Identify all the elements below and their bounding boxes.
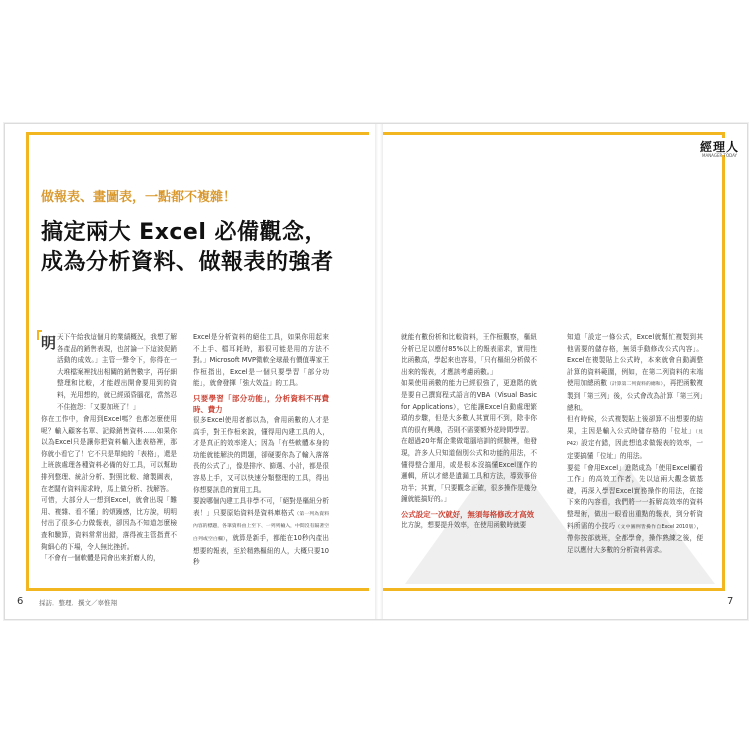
col4-paragraph-1: 知道「設定一條公式，Excel就幫忙複製到其他需要的儲存格，無須手動修改公式內容」。Excel在複製貼上公式時，本來就會自動調整計算的資料範圍，例如，在第二列資料的末端使用加總函數 [567,333,703,388]
col4-paragraph-3-wrap [567,463,703,557]
col3-paragraph-1: 就能有數份析和比較資料，王作桓觀察，樞紐分析已足以應付85%以上的報表需求，實用性比函數高，學起來也容易，「只有樞紐分析做不出來的報表，才應該考慮函數。」 [401,333,537,376]
page-number-right: 7 [727,596,734,607]
col2-note: （第一列為資料內容的標題，各筆資料由上至下、一列列輸入，中間沒有隔著空白列或空白欄） [193,511,329,542]
col3-paragraph-3: 在超過20年幫企業做電腦培訓的經驗裡，他發現，許多人只知道個別公式和功能的用法，不懂得整合運用，或是根本沒搞懂Excel運作的邏輯，所以才總是遺漏工具和方法，導致事倍功半；其實，「只要觀念正確，很多操作是幾分鐘就能搞好的。」 [401,437,537,504]
author-credit: 採訪．整理．撰文／辜惟翔 [39,599,117,607]
column-3 [401,332,537,532]
col4-paragraph-2b: 設定有錯，因此想追求做報表的效率，一定要搞懂「位址」的用法。 [567,439,704,460]
column-2 [193,332,329,569]
col4-paragraph-3: 要從「會用Excel」進階成為「使用Excel觸看工作」的高效工作者，先以這兩大觀念做基礎，再深入學習Excel實務操作的用法，在接下來的內容看，我們將一一拆解高效率的資料整理術，做出一眼看出重點的報表，到分析資料所需的小技巧 [567,463,703,530]
col4-paragraph-3b: ，帶你按部就班，全都學會，操作熟練之後，便足以應付大多數的分析資料需求。 [567,521,704,554]
brand-subtitle: MANAGER TODAY [702,153,737,158]
col1-paragraph-4: 「不會有一個軟體是同會出來折磨人的， [41,554,160,563]
article-title-line-1: 搞定兩大 Excel 必備觀念， [41,220,328,245]
col2-paragraph-3-wrap [193,496,329,569]
col3-paragraph-2: 如果使用函數的能力已經很強了，更進階的就是要自己撰寫程式語言的VBA（Visual Basic for Applications），它能讓Excel自動處理繁瑣的步驟，但是大多數人其實用不到，除非你真的很有興趣，否則不需要額外花時間學習。 [401,379,537,434]
col4-note-2: （見P42） [567,429,703,448]
drop-cap [41,332,55,356]
magazine-spread [4,123,748,620]
column-4 [567,332,703,556]
col4-paragraph-2: 但有時候，公式複製貼上後卻算不出想要的結果，主因是輸入公式時儲存格的「位址」 [567,415,703,435]
drop-cap-letter: 明 [41,334,57,352]
col1-paragraph-2: 你在工作中，會用到Excel嗎？也都怎麼使用呢？輸入顧客名單、記錄銷售資料……如果你以為Excel只是讓你把資料輸入進表格裡，那你就小看它了！它不只是單純的「表格」，還是上班族處理各種資料必備的好工具，可以幫助排列整理、統計分析、對照比較、繪製圖表，在老闆有資料需求時，馬上做分析、找解答。 [41,415,177,493]
col1-paragraph-1: 天下午給我這個月的業績概況，我想了解各產品的銷售表現，也討論一下這波促銷活動的成效。」主管一聲令下，你得在一大堆檔案裡找出相關的銷售數字，再仔細整理和比較，才能趕出開會要用到的資料，光用想的，就已經頭昏腦花，當然忍不住抱怨：「又要加班了！」 [57,333,177,411]
drop-cap-bracket [37,330,42,340]
column-1 [57,332,177,413]
article-kicker: 做報表、畫圖表，一點都不複雜！ [41,190,237,205]
col2-paragraph-2: 很多Excel使用者都以為，會用函數的人才是高手，對王作桓來說，懂得用內建工具的人，才是真正的效率達人；因為「有些軟體本身的功能就能解決的問題，卻硬要你為了輸入落落長的公式了」，像是排序、篩選、小計，都是很容易上手，又可以快速分類整理的工具，得出你想要訊息的實用工具。 [193,415,329,494]
col2-paragraph-1: Excel是分析資料的絕佳工具，如果你用起來不上手、檔耳耗時，那很可能是用的方法不對。」Microsoft MVP微軟全球最有價值專家王作桓指出，Excel是一個只要學習「部分功能」，就會發揮「強大效益」的工具。 [193,333,329,388]
col2-paragraph-4: ，就算是新手，都能在10秒內產出想要的報表，至於精熟樞紐的人，大概只要10秒 [193,533,330,567]
col4-paragraph-1-wrap [567,332,703,414]
page-number-left: 6 [17,596,24,607]
spine-gutter [375,124,383,619]
col4-paragraph-2-wrap [567,414,703,462]
col2-paragraph-3: 要說哪個內建工具非學不可，「絕對是樞紐分析表！」只要原始資料是資料庫格式 [193,497,329,517]
col3-paragraph-4: 比方說，想要提升效率，在使用函數時就要 [401,520,527,529]
col4-paragraph-1b: ，再把函數複製到「第三列」後，公式會改為計算「第三列」總和。 [567,379,704,412]
col2-section-heading: 只要學習「部分功能」，分析資料不再費時、費力 [193,393,329,414]
col4-note-1: （計算第二列資料的總和） [607,382,664,388]
col3-section-heading: 公式設定一次就好，無須每格修改才高效 [401,509,535,519]
brand-logo: 經理人 [700,140,740,154]
col4-note-3: （文中圖例皆操作自Excel 2010版） [615,524,697,530]
column-1-lower [41,414,177,565]
article-title-line-2: 成為分析資料、做報表的強者 [41,250,334,275]
col1-paragraph-3: 可惜，大部分人一想到Excel，就會出現「難用、複雜、看不懂」的煩躁感，比方說，明明付出了很多心力做報表，卻因為不知道怎麼檢查和驗算，資料常常出錯，落得被主管指責不夠細心的下場，令人無比挫折。 [41,496,177,551]
